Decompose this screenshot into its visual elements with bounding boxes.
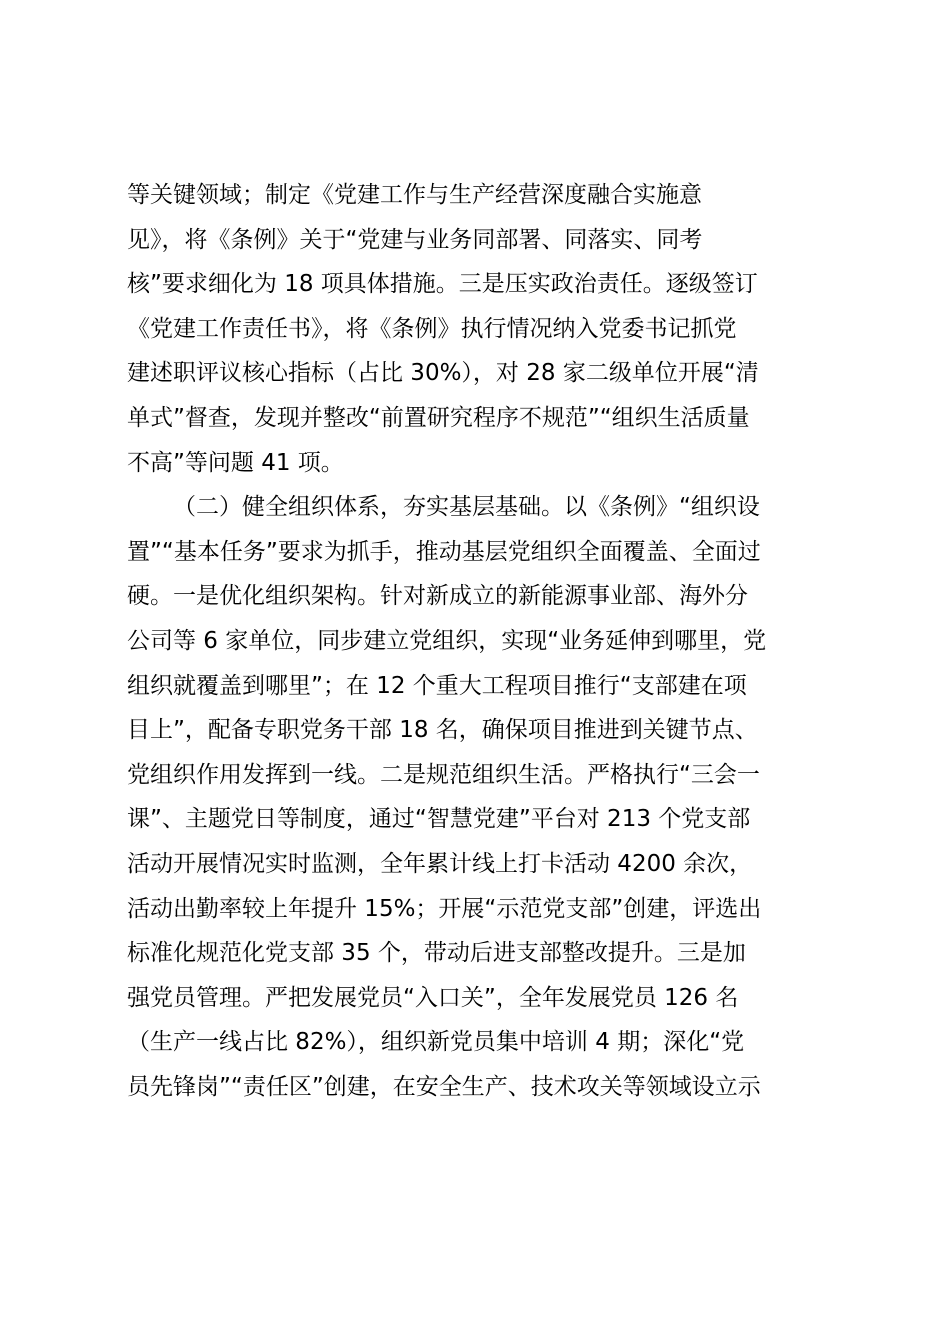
text-line: 课”、主题党日等制度，通过“智慧党建”平台对 213 个党支部 [127, 806, 751, 833]
text-line: 组织就覆盖到哪里”；在 12 个重大工程项目推行“支部建在项 [127, 672, 747, 699]
text-line: 《党建工作责任书》，将《条例》执行情况纳入党委书记抓党 [127, 315, 737, 342]
text-line: 建述职评议核心指标（占比 30%），对 28 家二级单位开展“清 [127, 360, 759, 387]
text-line: （生产一线占比 82%），组织新党员集中培训 4 期；深化“党 [127, 1029, 745, 1056]
text-line: 见》，将《条例》关于“党建与业务同部署、同落实、同考 [127, 226, 703, 253]
text-line: 不高”等问题 41 项。 [127, 449, 344, 476]
text-line: 员先锋岗”“责任区”创建，在安全生产、技术攻关等领域设立示 [127, 1073, 761, 1100]
text-line: 等关键领域；制定《党建工作与生产经营深度融合实施意 [127, 182, 702, 208]
text-line: 硬。一是优化组织架构。针对新成立的新能源事业部、海外分 [127, 583, 748, 610]
text-line: 公司等 6 家单位，同步建立党组织，实现“业务延伸到哪里，党 [127, 627, 767, 654]
text-line: 活动出勤率较上年提升 15%；开展“示范党支部”创建，评选出 [127, 895, 762, 922]
text-line: 核”要求细化为 18 项具体措施。三是压实政治责任。逐级签订 [127, 271, 758, 298]
text-line: 标准化规范化党支部 35 个，带动后进支部整改提升。三是加 [127, 940, 746, 967]
text-line: 单式”督查，发现并整改“前置研究程序不规范”“组织生活质量 [127, 404, 750, 431]
text-line: 强党员管理。严把发展党员“入口关”，全年发展党员 126 名 [127, 984, 739, 1011]
text-line: 党组织作用发挥到一线。二是规范组织生活。严格执行“三会一 [127, 761, 760, 788]
section-heading-line: （二）健全组织体系，夯实基层基础。以《条例》“组织设 [173, 494, 760, 521]
body-text [127, 173, 837, 1109]
text-line: 目上”，配备专职党务干部 18 名，确保项目推进到关键节点、 [127, 717, 758, 744]
text-line: 活动开展情况实时监测，全年累计线上打卡活动 4200 余次， [127, 850, 753, 877]
text-line: 置”“基本任务”要求为抓手，推动基层党组织全面覆盖、全面过 [127, 538, 761, 565]
